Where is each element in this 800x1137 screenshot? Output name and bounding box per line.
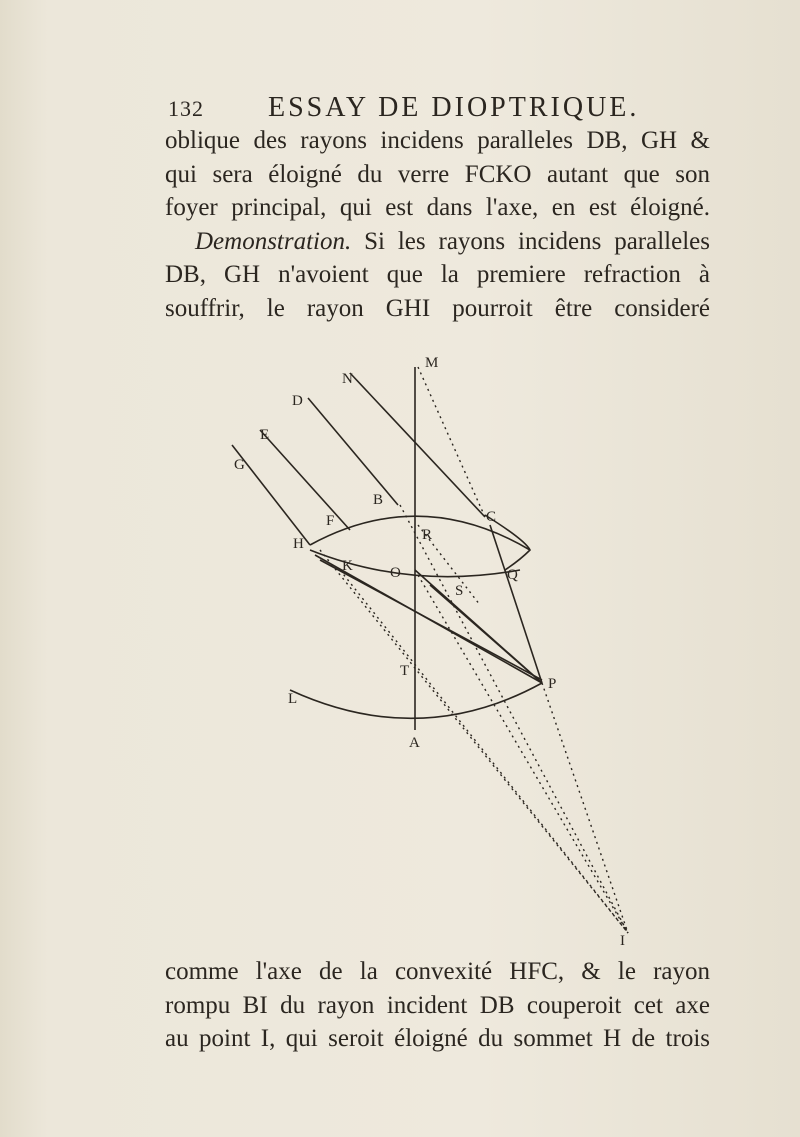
label-I: I: [620, 933, 625, 949]
text-line: rompu BI du rayon incident DB couperoit cet axe: [165, 991, 710, 1019]
text-fragment: Si les rayons incidens paralleles: [351, 227, 710, 255]
page-number: 132: [168, 96, 204, 121]
label-D: D: [292, 393, 303, 409]
label-N: N: [342, 371, 353, 387]
text-line: foyer principal, qui est dans l'axe, en est éloigné.: [165, 194, 710, 221]
page-header: [168, 92, 708, 126]
demonstration-line: [165, 225, 710, 259]
dotted-ray-M: [418, 367, 485, 517]
label-L: L: [288, 691, 298, 707]
label-C: C: [486, 509, 497, 525]
bottom-paragraph: [165, 955, 710, 1056]
text-line: oblique des rayons incidens paralleles DB, GH &: [165, 127, 710, 154]
ray-E: [260, 430, 350, 530]
demonstration-heading: Demonstration.: [195, 227, 352, 255]
label-A: A: [409, 735, 420, 751]
label-G: G: [234, 457, 245, 473]
dotted-ray-O-I: [415, 570, 628, 933]
label-O: O: [390, 565, 401, 581]
label-E: E: [260, 427, 270, 443]
text-line: DB, GH n'avoient que la premiere refraction à: [165, 261, 710, 288]
top-paragraph: [165, 124, 710, 325]
label-S: S: [455, 583, 464, 599]
text-line: souffrir, le rayon GHI pourroit être consideré: [165, 294, 710, 322]
label-P: P: [548, 676, 557, 692]
dotted-ray-H-I: [320, 550, 628, 933]
ray-N: [350, 373, 485, 517]
label-B: B: [373, 492, 384, 508]
lower-lens-arc: [290, 683, 542, 718]
label-K: K: [342, 558, 353, 574]
label-M: M: [425, 355, 439, 371]
label-R: R: [422, 527, 433, 543]
running-title: ESSAY DE DIOPTRIQUE.: [268, 92, 640, 123]
text-line: qui sera éloigné du verre FCKO autant que son: [165, 160, 710, 188]
label-Q: Q: [507, 567, 518, 583]
ray-D: [308, 398, 398, 505]
label-F: F: [326, 513, 335, 529]
label-H: H: [293, 536, 304, 552]
label-T: T: [400, 663, 410, 679]
text-line: comme l'axe de la convexité HFC, & le rayon: [165, 958, 710, 985]
text-line: au point I, qui seroit éloigné du sommet H de trois: [165, 1025, 710, 1052]
optics-diagram: [220, 345, 660, 950]
